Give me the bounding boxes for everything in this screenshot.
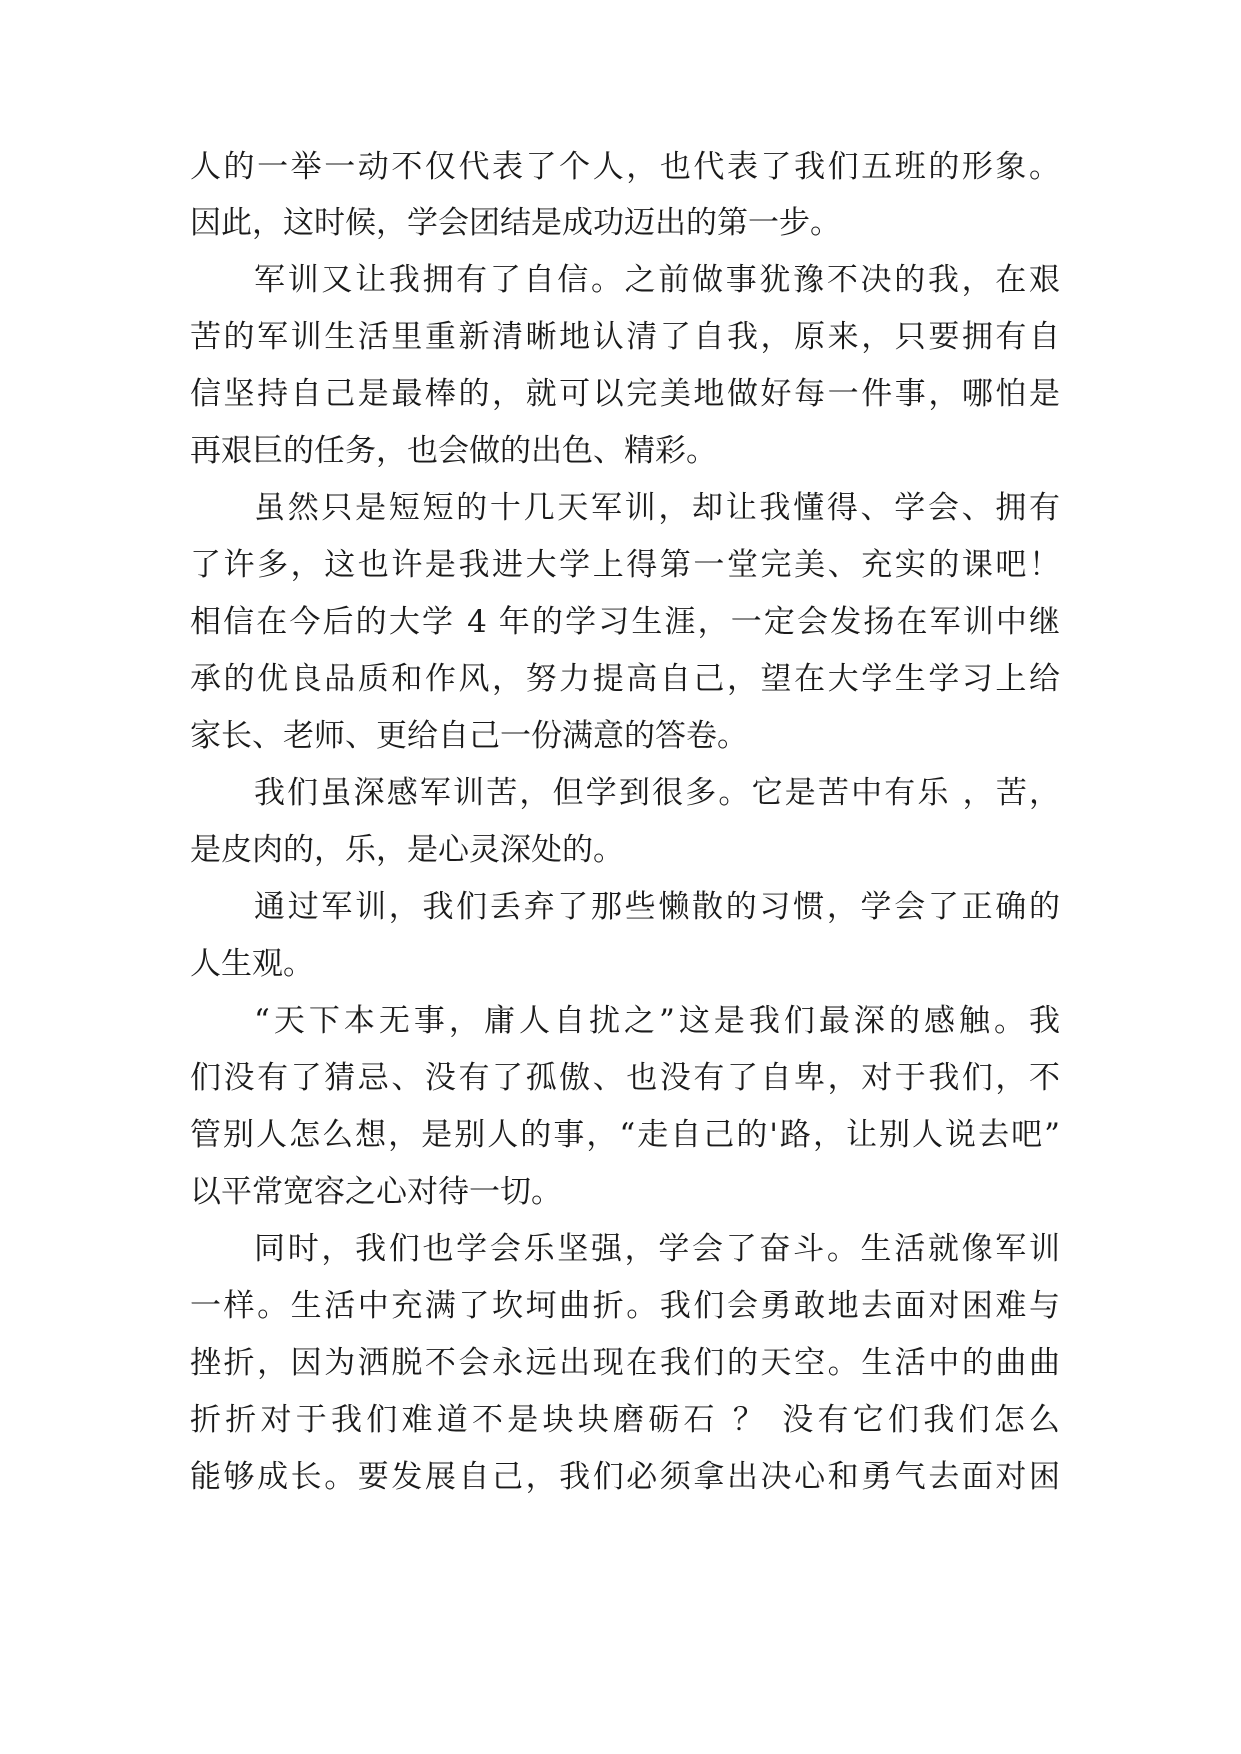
text-line: 能够成长。要发展自己，我们必须拿出决心和勇气去面对困	[190, 1459, 1060, 1495]
text-line: 管别人怎么想，是别人的事，“走自己的'路，让别人说去吧”	[190, 1117, 1060, 1153]
paragraph-first-line: “天下本无事，庸人自扰之”这是我们最深的感触。我	[254, 1003, 1060, 1039]
text-line: 再艰巨的任务，也会做的出色、精彩。	[190, 433, 717, 469]
text-line: 因此，这时候，学会团结是成功迈出的第一步。	[190, 205, 841, 241]
paragraph-first-line: 同时，我们也学会乐坚强，学会了奋斗。生活就像军训	[254, 1231, 1060, 1267]
text-line: 承的优良品质和作风，努力提高自己，望在大学生学习上给	[190, 661, 1060, 697]
text-line: 们没有了猜忌、没有了孤傲、也没有了自卑，对于我们，不	[190, 1060, 1060, 1096]
text-line: 折折对于我们难道不是块块磨砺石 ？ 没有它们我们怎么	[190, 1402, 1060, 1438]
text-line: 信坚持自己是最棒的，就可以完美地做好每一件事，哪怕是	[190, 376, 1060, 412]
text-line: 家长、老师、更给自己一份满意的答卷。	[190, 718, 748, 754]
paragraph-first-line: 虽然只是短短的十几天军训，却让我懂得、学会、拥有	[254, 490, 1060, 526]
text-line: 以平常宽容之心对待一切。	[190, 1174, 562, 1210]
paragraph-first-line: 军训又让我拥有了自信。之前做事犹豫不决的我，在艰	[254, 262, 1060, 298]
text-line: 相信在今后的大学 4 年的学习生涯，一定会发扬在军训中继	[190, 604, 1060, 640]
text-line: 是皮肉的，乐，是心灵深处的。	[190, 832, 624, 868]
text-line: 一样。生活中充满了坎坷曲折。我们会勇敢地去面对困难与	[190, 1288, 1060, 1324]
text-line: 苦的军训生活里重新清晰地认清了自我，原来，只要拥有自	[190, 319, 1060, 355]
text-line: 了许多，这也许是我进大学上得第一堂完美、充实的课吧！	[190, 547, 1060, 583]
paragraph-first-line: 通过军训，我们丢弃了那些懒散的习惯，学会了正确的	[254, 889, 1060, 925]
text-line: 人的一举一动不仅代表了个人，也代表了我们五班的形象。	[190, 149, 1060, 185]
paragraph-first-line: 我们虽深感军训苦，但学到很多。它是苦中有乐 ，苦，	[254, 775, 1060, 811]
text-line: 挫折，因为洒脱不会永远出现在我们的天空。生活中的曲曲	[190, 1345, 1060, 1381]
text-line: 人生观。	[190, 946, 314, 982]
